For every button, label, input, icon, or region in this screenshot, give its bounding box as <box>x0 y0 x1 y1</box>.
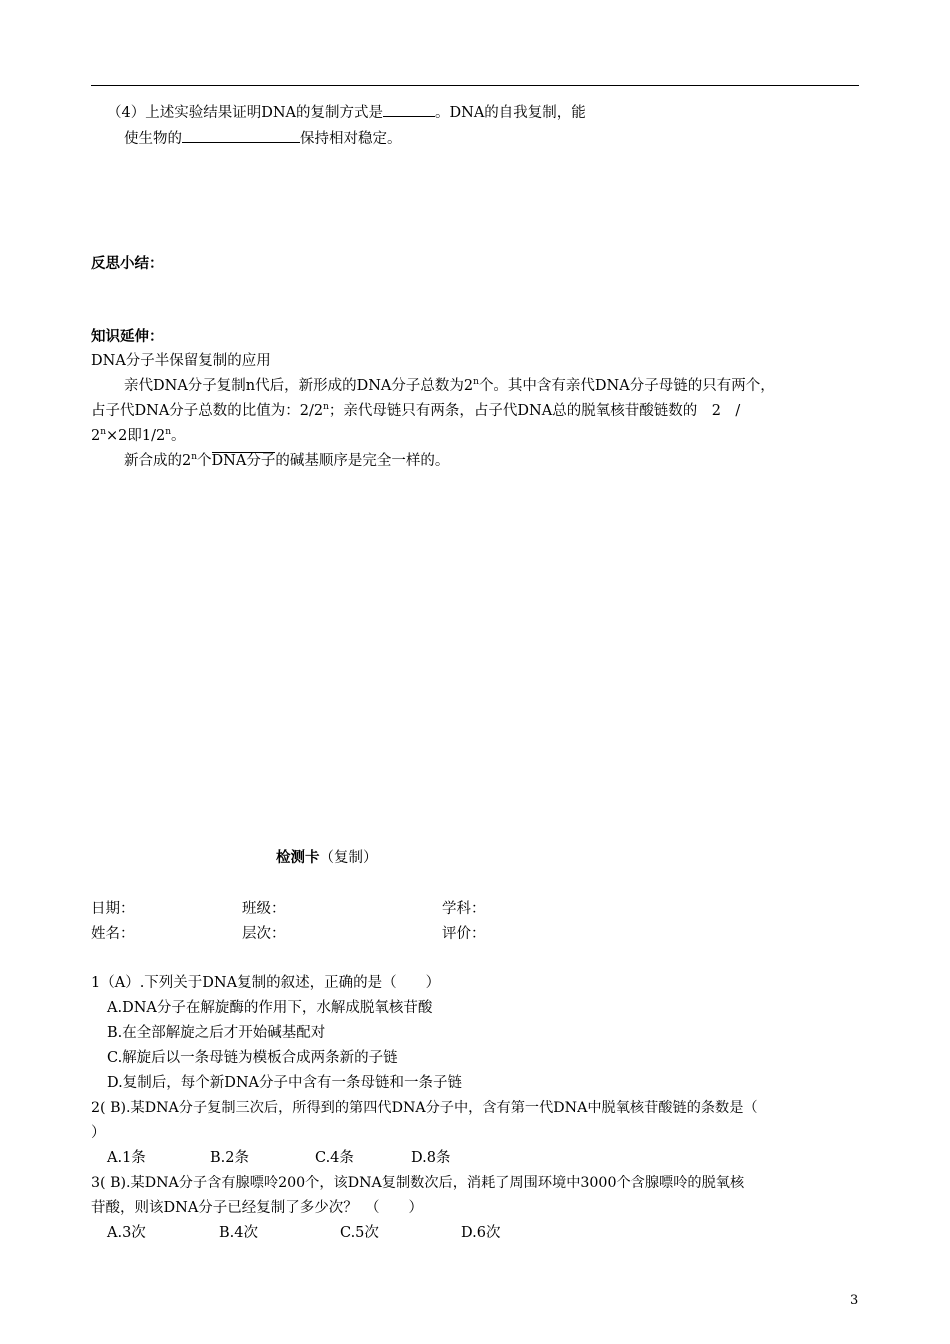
q3-option-c[interactable]: C.5次 <box>340 1225 379 1241</box>
answer-blank-1[interactable] <box>383 102 435 117</box>
question-3-line2: 苷酸，则该DNA分子已经复制了多少次？ （ ） <box>91 1200 424 1216</box>
name-label: 姓名： <box>91 926 135 942</box>
test-card-title: 检测卡（复制） <box>276 850 378 866</box>
q1-option-b[interactable]: B.在全部解旋之后才开始碱基配对 <box>107 1025 326 1041</box>
section4-line2: 使生物的 保持相对稳定。 <box>124 128 402 149</box>
question-2-line2: ） <box>91 1125 106 1141</box>
section4-line1: （4）上述实验结果证明DNA的复制方式是 。DNA的自我复制，能 <box>107 102 586 123</box>
q3-option-d[interactable]: D.6次 <box>461 1225 501 1241</box>
evaluation-label: 评价： <box>442 926 486 942</box>
q2-option-d[interactable]: D.8条 <box>411 1150 451 1166</box>
extension-paragraph-line3: $2^n\times 2$即1/2$^n$。 <box>91 427 186 444</box>
subject-label: 学科： <box>442 901 486 917</box>
class-label: 班级： <box>242 901 286 917</box>
extension-paragraph-line4: 新合成的2$^n$个DNA分子的碱基顺序是完全一样的。 <box>124 452 450 469</box>
q2-option-b[interactable]: B.2条 <box>210 1150 249 1166</box>
q2-option-a[interactable]: A.1条 <box>107 1150 146 1166</box>
page-number: 3 <box>850 1293 859 1308</box>
q2-option-c[interactable]: C.4条 <box>315 1150 354 1166</box>
q1-option-a[interactable]: A.DNA分子在解旋酶的作用下，水解成脱氧核苷酸 <box>107 1000 433 1016</box>
q3-option-b[interactable]: B.4次 <box>219 1225 258 1241</box>
extension-heading: 知识延伸： <box>91 329 164 345</box>
extension-paragraph-line2: 占子代DNA分子总数的比值为：2/2$^n$；亲代母链只有两条，占子代DNA总的脱氧核苷酸链数的 2 / <box>91 402 741 419</box>
level-label: 层次： <box>242 926 286 942</box>
extension-subtitle: DNA分子半保留复制的应用 <box>91 353 271 369</box>
q1-option-c[interactable]: C.解旋后以一条母链为模板合成两条新的子链 <box>107 1050 398 1066</box>
question-3-line1: 3( B).某DNA分子含有腺嘌呤200个，该DNA复制数次后，消耗了周围环境中3000个含腺嘌呤的脱氧核 <box>91 1175 745 1191</box>
answer-blank-2[interactable] <box>182 128 300 143</box>
header-rule <box>91 85 859 86</box>
question-2-line1: 2( B).某DNA分子复制三次后，所得到的第四代DNA分子中，含有第一代DNA中脱氧核苷酸链的条数是（ <box>91 1100 758 1116</box>
date-label: 日期： <box>91 901 135 917</box>
reflection-heading: 反思小结： <box>91 256 164 272</box>
question-1: 1（A）.下列关于DNA复制的叙述，正确的是（ ） <box>91 975 441 991</box>
q1-option-d[interactable]: D.复制后，每个新DNA分子中含有一条母链和一条子链 <box>107 1075 463 1091</box>
overlined-term: DNA分子 <box>211 453 276 469</box>
q3-option-a[interactable]: A.3次 <box>107 1225 146 1241</box>
extension-paragraph-line1: 亲代DNA分子复制n代后，新形成的DNA分子总数为2$^n$个。其中含有亲代DNA分子母链的只有两个， <box>124 377 775 394</box>
